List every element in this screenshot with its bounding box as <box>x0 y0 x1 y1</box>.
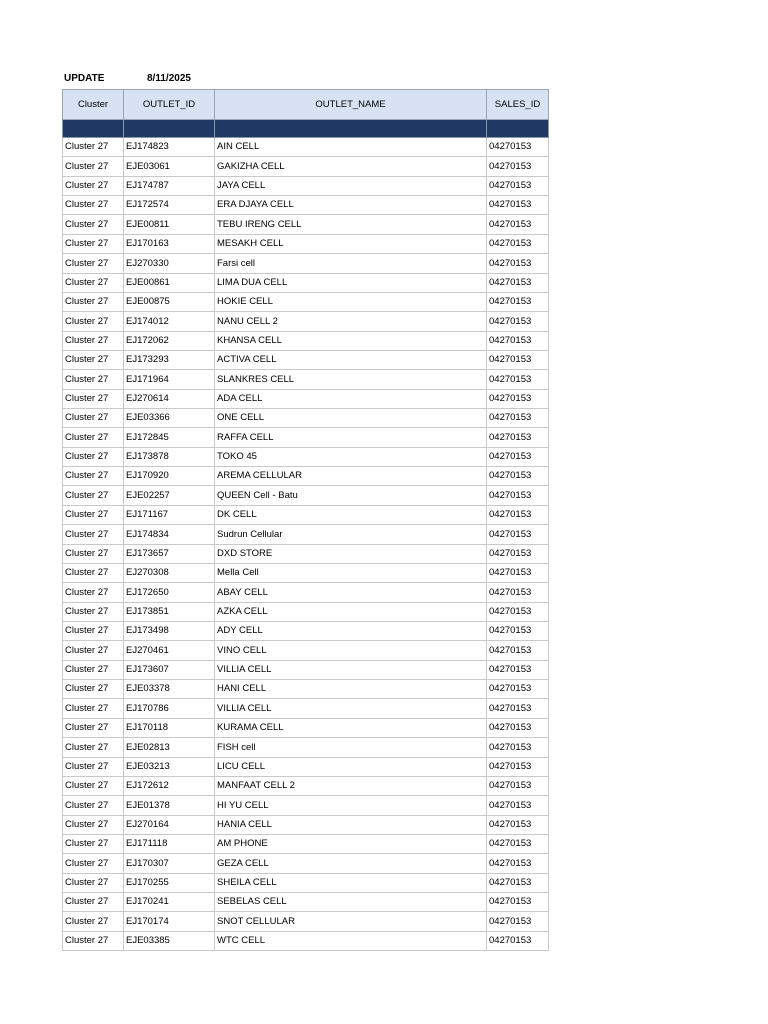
cell-outlet-name[interactable]: ONE CELL <box>215 409 487 428</box>
cell-outlet-id[interactable]: EJ174012 <box>124 312 215 331</box>
cell-cluster[interactable]: Cluster 27 <box>63 409 124 428</box>
cell-sales-id[interactable]: 04270153 <box>487 273 549 292</box>
cell-cluster[interactable]: Cluster 27 <box>63 176 124 195</box>
table-row <box>63 563 549 582</box>
cell-cluster[interactable]: Cluster 27 <box>63 699 124 718</box>
cell-outlet-name[interactable]: VILLIA CELL <box>215 660 487 679</box>
cell-sales-id[interactable]: 04270153 <box>487 157 549 176</box>
cell-outlet-id[interactable]: EJ170174 <box>124 912 215 931</box>
table-row <box>63 796 549 815</box>
cell-sales-id[interactable]: 04270153 <box>487 196 549 215</box>
cell-outlet-id[interactable]: EJ170255 <box>124 873 215 892</box>
table-row <box>63 505 549 524</box>
cell-outlet-id[interactable]: EJ270164 <box>124 815 215 834</box>
table-row <box>63 680 549 699</box>
cell-sales-id[interactable]: 04270153 <box>487 331 549 350</box>
cell-outlet-id[interactable]: EJ270614 <box>124 389 215 408</box>
cell-cluster[interactable]: Cluster 27 <box>63 428 124 447</box>
cell-cluster[interactable]: Cluster 27 <box>63 157 124 176</box>
cell-outlet-id[interactable]: EJ171167 <box>124 505 215 524</box>
outlet-table <box>62 89 549 951</box>
cell-sales-id[interactable]: 04270153 <box>487 757 549 776</box>
table-row <box>63 699 549 718</box>
cell-outlet-id[interactable]: EJ170786 <box>124 699 215 718</box>
cell-outlet-id[interactable]: EJE00861 <box>124 273 215 292</box>
cell-outlet-name[interactable]: AIN CELL <box>215 138 487 157</box>
cell-cluster[interactable]: Cluster 27 <box>63 641 124 660</box>
cell-sales-id[interactable]: 04270153 <box>487 931 549 950</box>
cell-outlet-name[interactable]: JAYA CELL <box>215 176 487 195</box>
cell-cluster[interactable]: Cluster 27 <box>63 854 124 873</box>
cell-cluster[interactable]: Cluster 27 <box>63 757 124 776</box>
cell-cluster[interactable]: Cluster 27 <box>63 138 124 157</box>
cell-outlet-id[interactable]: EJE02813 <box>124 738 215 757</box>
table-row <box>63 583 549 602</box>
cell-cluster[interactable]: Cluster 27 <box>63 486 124 505</box>
cell-cluster[interactable]: Cluster 27 <box>63 796 124 815</box>
table-row <box>63 525 549 544</box>
cell-outlet-name[interactable]: QUEEN Cell - Batu <box>215 486 487 505</box>
cell-sales-id[interactable]: 04270153 <box>487 912 549 931</box>
cell-outlet-name[interactable]: Farsi cell <box>215 254 487 273</box>
table-row <box>63 157 549 176</box>
cell-outlet-name[interactable]: SLANKRES CELL <box>215 370 487 389</box>
cell-outlet-name[interactable]: HI YU CELL <box>215 796 487 815</box>
cell-outlet-name[interactable]: GAKIZHA CELL <box>215 157 487 176</box>
cell-outlet-id[interactable]: EJ170920 <box>124 467 215 486</box>
band-cell <box>63 120 124 138</box>
cell-cluster[interactable]: Cluster 27 <box>63 583 124 602</box>
cell-cluster[interactable]: Cluster 27 <box>63 912 124 931</box>
table-row <box>63 893 549 912</box>
cell-sales-id[interactable]: 04270153 <box>487 815 549 834</box>
cell-sales-id[interactable]: 04270153 <box>487 738 549 757</box>
cell-outlet-name[interactable]: ADY CELL <box>215 621 487 640</box>
cell-outlet-name[interactable]: AREMA CELLULAR <box>215 467 487 486</box>
table-row <box>63 486 549 505</box>
cell-outlet-name[interactable]: MESAKH CELL <box>215 234 487 253</box>
table-row <box>63 273 549 292</box>
cell-outlet-name[interactable]: GEZA CELL <box>215 854 487 873</box>
cell-sales-id[interactable]: 04270153 <box>487 505 549 524</box>
cell-cluster[interactable]: Cluster 27 <box>63 467 124 486</box>
cell-outlet-id[interactable]: EJ172612 <box>124 776 215 795</box>
filter-band-row <box>63 120 549 138</box>
cell-outlet-name[interactable]: ADA CELL <box>215 389 487 408</box>
table-row <box>63 834 549 853</box>
table-row <box>63 331 549 350</box>
cell-sales-id[interactable]: 04270153 <box>487 215 549 234</box>
cell-outlet-name[interactable]: DXD STORE <box>215 544 487 563</box>
cell-sales-id[interactable]: 04270153 <box>487 525 549 544</box>
cell-outlet-name[interactable]: TEBU IRENG CELL <box>215 215 487 234</box>
band-cell <box>124 120 215 138</box>
cell-cluster[interactable]: Cluster 27 <box>63 447 124 466</box>
cell-outlet-name[interactable]: MANFAAT CELL 2 <box>215 776 487 795</box>
table-row <box>63 176 549 195</box>
cell-cluster[interactable]: Cluster 27 <box>63 544 124 563</box>
cell-sales-id[interactable]: 04270153 <box>487 370 549 389</box>
cell-cluster[interactable]: Cluster 27 <box>63 834 124 853</box>
cell-outlet-id[interactable]: EJ172574 <box>124 196 215 215</box>
cell-outlet-id[interactable]: EJ170307 <box>124 854 215 873</box>
cell-cluster[interactable]: Cluster 27 <box>63 525 124 544</box>
cell-outlet-name[interactable]: HOKIE CELL <box>215 292 487 311</box>
cell-outlet-id[interactable]: EJ170241 <box>124 893 215 912</box>
table-row <box>63 467 549 486</box>
cell-outlet-name[interactable]: LIMA DUA CELL <box>215 273 487 292</box>
table-row <box>63 138 549 157</box>
cell-cluster[interactable]: Cluster 27 <box>63 370 124 389</box>
cell-sales-id[interactable]: 04270153 <box>487 680 549 699</box>
cell-outlet-id[interactable]: EJE03378 <box>124 680 215 699</box>
table-row <box>63 738 549 757</box>
cell-outlet-name[interactable]: SHEILA CELL <box>215 873 487 892</box>
cell-outlet-name[interactable]: TOKO 45 <box>215 447 487 466</box>
table-row <box>63 350 549 369</box>
update-date: 8/11/2025 <box>147 73 191 84</box>
cell-outlet-name[interactable]: Mella Cell <box>215 563 487 582</box>
cell-cluster[interactable]: Cluster 27 <box>63 331 124 350</box>
cell-outlet-id[interactable]: EJ174823 <box>124 138 215 157</box>
cell-cluster[interactable]: Cluster 27 <box>63 312 124 331</box>
cell-outlet-id[interactable]: EJE02257 <box>124 486 215 505</box>
header-row <box>63 90 549 120</box>
cell-outlet-id[interactable]: EJ270330 <box>124 254 215 273</box>
table-row <box>63 776 549 795</box>
table-body <box>63 138 549 951</box>
cell-cluster[interactable]: Cluster 27 <box>63 505 124 524</box>
cell-sales-id[interactable]: 04270153 <box>487 428 549 447</box>
cell-sales-id[interactable]: 04270153 <box>487 660 549 679</box>
cell-sales-id[interactable]: 04270153 <box>487 893 549 912</box>
cell-outlet-name[interactable]: ABAY CELL <box>215 583 487 602</box>
cell-outlet-id[interactable]: EJ173851 <box>124 602 215 621</box>
table-row <box>63 854 549 873</box>
cell-outlet-id[interactable]: EJ270461 <box>124 641 215 660</box>
cell-outlet-name[interactable]: RAFFA CELL <box>215 428 487 447</box>
cell-outlet-id[interactable]: EJE03213 <box>124 757 215 776</box>
cell-outlet-name[interactable]: Sudrun Cellular <box>215 525 487 544</box>
cell-cluster[interactable]: Cluster 27 <box>63 815 124 834</box>
table-row <box>63 621 549 640</box>
cell-cluster[interactable]: Cluster 27 <box>63 893 124 912</box>
cell-cluster[interactable]: Cluster 27 <box>63 873 124 892</box>
cell-sales-id[interactable]: 04270153 <box>487 138 549 157</box>
cell-sales-id[interactable]: 04270153 <box>487 447 549 466</box>
table-row <box>63 312 549 331</box>
cell-sales-id[interactable]: 04270153 <box>487 563 549 582</box>
cell-outlet-id[interactable]: EJ270308 <box>124 563 215 582</box>
cell-cluster[interactable]: Cluster 27 <box>63 718 124 737</box>
table-row <box>63 447 549 466</box>
cell-sales-id[interactable]: 04270153 <box>487 254 549 273</box>
cell-outlet-id[interactable]: EJ173293 <box>124 350 215 369</box>
cell-sales-id[interactable]: 04270153 <box>487 873 549 892</box>
cell-outlet-id[interactable]: EJ174834 <box>124 525 215 544</box>
cell-outlet-name[interactable]: SNOT CELLULAR <box>215 912 487 931</box>
header-outlet-id[interactable]: OUTLET_ID <box>124 90 215 120</box>
cell-outlet-id[interactable]: EJ173498 <box>124 621 215 640</box>
cell-outlet-id[interactable]: EJ172650 <box>124 583 215 602</box>
cell-outlet-id[interactable]: EJ171118 <box>124 834 215 853</box>
table-row <box>63 544 549 563</box>
table-row <box>63 815 549 834</box>
cell-outlet-id[interactable]: EJE03061 <box>124 157 215 176</box>
cell-sales-id[interactable]: 04270153 <box>487 834 549 853</box>
cell-sales-id[interactable]: 04270153 <box>487 718 549 737</box>
cell-cluster[interactable]: Cluster 27 <box>63 660 124 679</box>
cell-outlet-id[interactable]: EJ172845 <box>124 428 215 447</box>
cell-outlet-name[interactable]: AZKA CELL <box>215 602 487 621</box>
cell-cluster[interactable]: Cluster 27 <box>63 931 124 950</box>
cell-outlet-id[interactable]: EJE03366 <box>124 409 215 428</box>
cell-outlet-name[interactable]: VINO CELL <box>215 641 487 660</box>
table-row <box>63 641 549 660</box>
cell-sales-id[interactable]: 04270153 <box>487 176 549 195</box>
update-label: UPDATE <box>64 73 105 84</box>
cell-outlet-name[interactable]: KURAMA CELL <box>215 718 487 737</box>
cell-outlet-id[interactable]: EJ170118 <box>124 718 215 737</box>
cell-cluster[interactable]: Cluster 27 <box>63 350 124 369</box>
table-row <box>63 912 549 931</box>
cell-cluster[interactable]: Cluster 27 <box>63 776 124 795</box>
cell-outlet-name[interactable]: FISH cell <box>215 738 487 757</box>
cell-cluster[interactable]: Cluster 27 <box>63 273 124 292</box>
cell-outlet-id[interactable]: EJ173657 <box>124 544 215 563</box>
table-row <box>63 718 549 737</box>
cell-sales-id[interactable]: 04270153 <box>487 854 549 873</box>
cell-cluster[interactable]: Cluster 27 <box>63 292 124 311</box>
cell-cluster[interactable]: Cluster 27 <box>63 215 124 234</box>
table-row <box>63 292 549 311</box>
cell-cluster[interactable]: Cluster 27 <box>63 621 124 640</box>
table-row <box>63 196 549 215</box>
cell-outlet-name[interactable]: SEBELAS CELL <box>215 893 487 912</box>
cell-sales-id[interactable]: 04270153 <box>487 796 549 815</box>
cell-sales-id[interactable]: 04270153 <box>487 699 549 718</box>
cell-outlet-id[interactable]: EJE00811 <box>124 215 215 234</box>
cell-cluster[interactable]: Cluster 27 <box>63 389 124 408</box>
band-cell <box>487 120 549 138</box>
cell-outlet-name[interactable]: HANI CELL <box>215 680 487 699</box>
table-row <box>63 234 549 253</box>
table-row <box>63 215 549 234</box>
cell-outlet-id[interactable]: EJE00875 <box>124 292 215 311</box>
cell-outlet-id[interactable]: EJ174787 <box>124 176 215 195</box>
cell-outlet-name[interactable]: ACTIVA CELL <box>215 350 487 369</box>
table-row <box>63 389 549 408</box>
cell-sales-id[interactable]: 04270153 <box>487 641 549 660</box>
cell-sales-id[interactable]: 04270153 <box>487 602 549 621</box>
header-sales-id[interactable]: SALES_ID <box>487 90 549 120</box>
cell-cluster[interactable]: Cluster 27 <box>63 196 124 215</box>
table-row <box>63 370 549 389</box>
cell-sales-id[interactable]: 04270153 <box>487 312 549 331</box>
table-row <box>63 931 549 950</box>
cell-sales-id[interactable]: 04270153 <box>487 544 549 563</box>
cell-outlet-name[interactable]: WTC CELL <box>215 931 487 950</box>
cell-outlet-id[interactable]: EJE01378 <box>124 796 215 815</box>
header-outlet-name[interactable]: OUTLET_NAME <box>215 90 487 120</box>
cell-outlet-name[interactable]: AM PHONE <box>215 834 487 853</box>
cell-outlet-id[interactable]: EJ170163 <box>124 234 215 253</box>
cell-sales-id[interactable]: 04270153 <box>487 467 549 486</box>
cell-outlet-name[interactable]: LICU CELL <box>215 757 487 776</box>
cell-outlet-name[interactable]: DK CELL <box>215 505 487 524</box>
cell-outlet-name[interactable]: NANU CELL 2 <box>215 312 487 331</box>
cell-outlet-id[interactable]: EJ173878 <box>124 447 215 466</box>
table-row <box>63 602 549 621</box>
cell-sales-id[interactable]: 04270153 <box>487 350 549 369</box>
table-row <box>63 873 549 892</box>
cell-outlet-name[interactable]: HANIA CELL <box>215 815 487 834</box>
cell-cluster[interactable]: Cluster 27 <box>63 563 124 582</box>
table-row <box>63 428 549 447</box>
band-cell <box>215 120 487 138</box>
cell-outlet-id[interactable]: EJ171964 <box>124 370 215 389</box>
cell-cluster[interactable]: Cluster 27 <box>63 680 124 699</box>
header-cluster[interactable]: Cluster <box>63 90 124 120</box>
cell-outlet-id[interactable]: EJ173607 <box>124 660 215 679</box>
cell-cluster[interactable]: Cluster 27 <box>63 254 124 273</box>
cell-outlet-name[interactable]: KHANSA CELL <box>215 331 487 350</box>
cell-outlet-id[interactable]: EJE03385 <box>124 931 215 950</box>
cell-outlet-id[interactable]: EJ172062 <box>124 331 215 350</box>
cell-sales-id[interactable]: 04270153 <box>487 486 549 505</box>
cell-cluster[interactable]: Cluster 27 <box>63 602 124 621</box>
table-row <box>63 757 549 776</box>
cell-cluster[interactable]: Cluster 27 <box>63 234 124 253</box>
cell-sales-id[interactable]: 04270153 <box>487 389 549 408</box>
table-row <box>63 660 549 679</box>
table-row <box>63 409 549 428</box>
cell-sales-id[interactable]: 04270153 <box>487 621 549 640</box>
cell-sales-id[interactable]: 04270153 <box>487 292 549 311</box>
table-row <box>63 254 549 273</box>
cell-outlet-name[interactable]: ERA DJAYA CELL <box>215 196 487 215</box>
cell-outlet-name[interactable]: VILLIA CELL <box>215 699 487 718</box>
cell-cluster[interactable]: Cluster 27 <box>63 738 124 757</box>
cell-sales-id[interactable]: 04270153 <box>487 583 549 602</box>
cell-sales-id[interactable]: 04270153 <box>487 776 549 795</box>
cell-sales-id[interactable]: 04270153 <box>487 234 549 253</box>
cell-sales-id[interactable]: 04270153 <box>487 409 549 428</box>
